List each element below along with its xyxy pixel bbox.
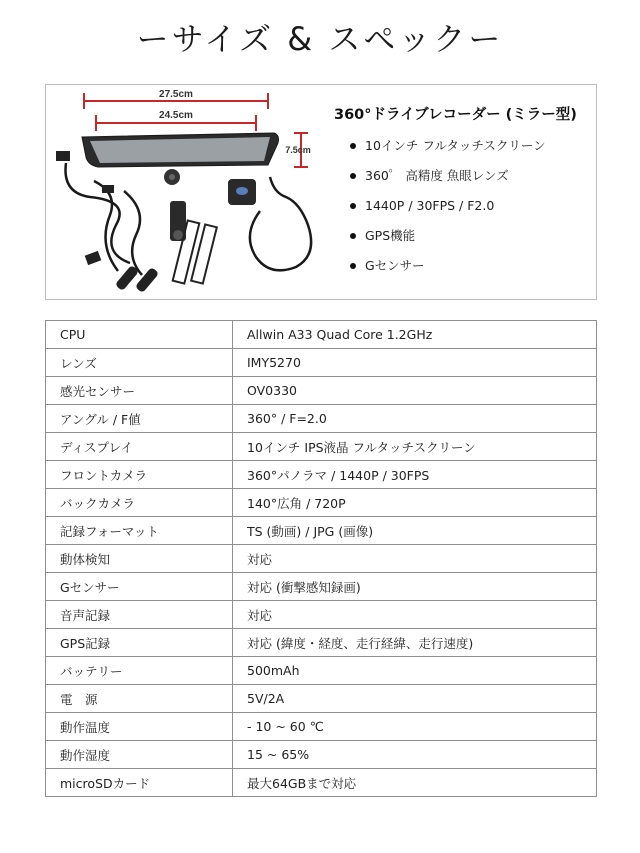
feature-text: 1440P / 30FPS / F2.0 — [365, 198, 495, 213]
spec-value: Allwin A33 Quad Core 1.2GHz — [233, 321, 597, 349]
table-row — [46, 685, 597, 713]
spec-label: Gセンサー — [46, 573, 233, 601]
bullet-icon — [350, 173, 356, 179]
table-row — [46, 629, 597, 657]
spec-value: 15 ~ 65% — [233, 741, 597, 769]
table-row — [46, 713, 597, 741]
spec-label: 感光センサー — [46, 377, 233, 405]
product-name: 360°ドライブレコーダー (ミラー型) — [334, 107, 577, 123]
table-row — [46, 769, 597, 797]
spec-value: 対応 — [233, 545, 597, 573]
spec-label: CPU — [46, 321, 233, 349]
feature-item — [334, 258, 594, 288]
product-image — [46, 85, 328, 299]
dimension-inner-label: 24.5cm — [159, 110, 193, 121]
table-row — [46, 321, 597, 349]
dimension-height-label: 7.5cm — [285, 145, 311, 155]
table-row — [46, 657, 597, 685]
feature-text: GPS機能 — [365, 228, 416, 243]
feature-text: 10インチ フルタッチスクリーン — [365, 138, 546, 153]
spec-value: TS (動画) / JPG (画像) — [233, 517, 597, 545]
spec-label: 動作湿度 — [46, 741, 233, 769]
spec-value: 10インチ IPS液晶 フルタッチスクリーン — [233, 433, 597, 461]
spec-label: ディスプレイ — [46, 433, 233, 461]
feature-item — [334, 228, 594, 258]
table-row — [46, 377, 597, 405]
feature-text: 360゜ 高精度 魚眼レンズ — [365, 168, 509, 183]
page-title: ーサイズ & スペックー — [136, 20, 504, 58]
spec-label: アングル / F値 — [46, 405, 233, 433]
dimension-outer-label: 27.5cm — [159, 89, 193, 100]
spec-value: - 10 ~ 60 ℃ — [233, 713, 597, 741]
spec-label: 記録フォーマット — [46, 517, 233, 545]
spec-value: IMY5270 — [233, 349, 597, 377]
spec-label: 動作温度 — [46, 713, 233, 741]
spec-label: バックカメラ — [46, 489, 233, 517]
table-row — [46, 349, 597, 377]
spec-value: 500mAh — [233, 657, 597, 685]
spec-value: 対応 — [233, 601, 597, 629]
spec-value: 5V/2A — [233, 685, 597, 713]
table-row — [46, 601, 597, 629]
bullet-icon — [350, 263, 356, 269]
spec-value: 対応 (衝撃感知録画) — [233, 573, 597, 601]
table-row — [46, 461, 597, 489]
spec-label: フロントカメラ — [46, 461, 233, 489]
table-row — [46, 405, 597, 433]
table-row — [46, 741, 597, 769]
bullet-icon — [350, 143, 356, 149]
spec-label: バッテリー — [46, 657, 233, 685]
spec-label: microSDカード — [46, 769, 233, 797]
spec-label: 電 源 — [46, 685, 233, 713]
product-info — [334, 103, 594, 288]
spec-value: 140°広角 / 720P — [233, 489, 597, 517]
feature-text: Gセンサー — [365, 258, 425, 273]
spec-value: 最大64GBまで対応 — [233, 769, 597, 797]
spec-label: GPS記録 — [46, 629, 233, 657]
spec-value: 360° / F=2.0 — [233, 405, 597, 433]
bullet-icon — [350, 233, 356, 239]
spec-label: レンズ — [46, 349, 233, 377]
table-row — [46, 489, 597, 517]
feature-item — [334, 138, 594, 168]
spec-table — [45, 320, 597, 797]
spec-value: OV0330 — [233, 377, 597, 405]
spec-label: 動体検知 — [46, 545, 233, 573]
table-row — [46, 545, 597, 573]
table-row — [46, 573, 597, 601]
bullet-icon — [350, 203, 356, 209]
table-row — [46, 433, 597, 461]
table-row — [46, 517, 597, 545]
product-overview — [45, 84, 597, 300]
feature-item — [334, 168, 594, 198]
spec-value: 360°パノラマ / 1440P / 30FPS — [233, 461, 597, 489]
feature-item — [334, 198, 594, 228]
spec-value: 対応 (緯度・経度、走行経緯、走行速度) — [233, 629, 597, 657]
spec-label: 音声記録 — [46, 601, 233, 629]
